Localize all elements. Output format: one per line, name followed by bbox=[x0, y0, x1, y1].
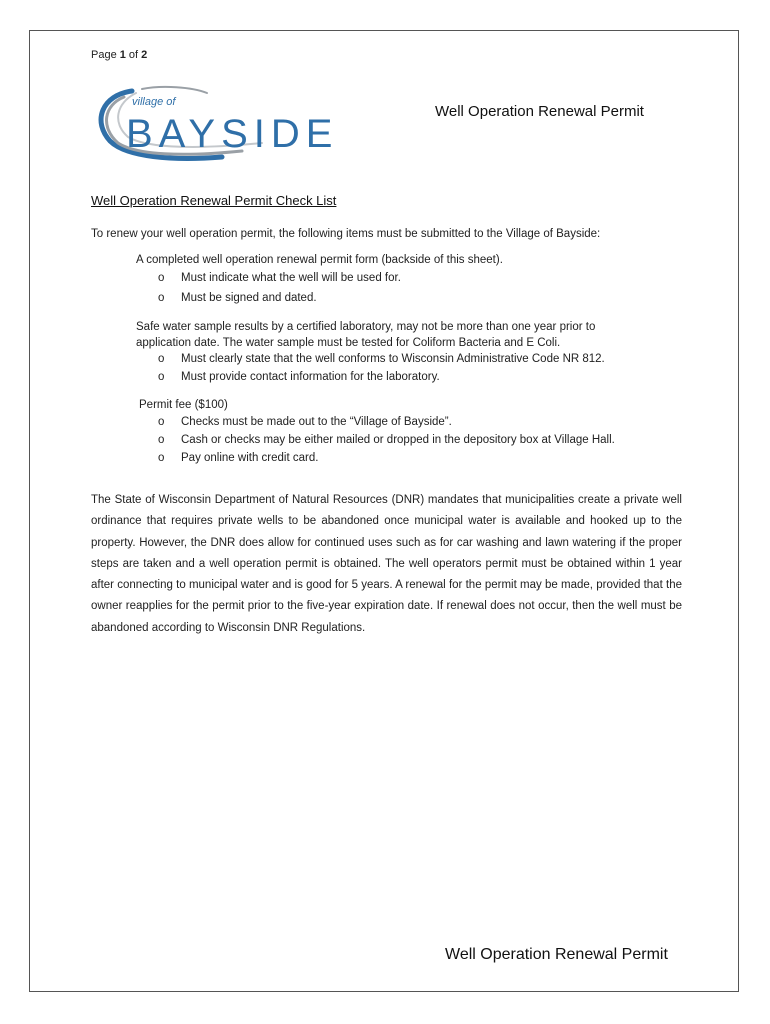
checklist-title: Well Operation Renewal Permit Check List bbox=[91, 193, 337, 208]
footer-title: Well Operation Renewal Permit bbox=[445, 946, 668, 963]
checklist-intro: To renew your well operation permit, the following items must be submitted to the Village of Bayside: bbox=[91, 228, 601, 240]
village-of-bayside-logo bbox=[92, 83, 422, 161]
checklist-item: Permit fee ($100) bbox=[139, 399, 228, 411]
document-page: Page 1 of 2 village of BAYSIDE Well Operation Renewal Permit Well Operation Renewal Permit Check List To renew your well operation permit, the following items must be submitted to the Village of Bayside: A completed well operation renewal permit form (backside of this sheet). o Must indicate what the well will be used for. o Must be signed and dated. Safe water sample results by a certified laboratory, may not be more than one year prior to application date. The water sample must be tested for Coliform Bacteria and E Coli. o Must clearly state that the well conforms to Wisconsin Administrative Code NR 812. o Must provide contact information for the laboratory. Permit fee ($100) o Checks must be made out to the “Village of Bayside”. o Cash or checks may be either mailed or dropped in the depository box at Village Hall. o Pay online with credit card. The State of Wisconsin Department of Natural Resources (DNR) mandates that municipalities create a private well ordinance that requires private wells to be abandoned once municipal water is available and hooked up to the property. However, the DNR does allow for continued uses such as for car washing and lawn watering if the proper steps are taken and a well operation permit is obtained. The well operators permit must be obtained within 1 year after connecting to municipal water and is good for 5 years. A renewal for the permit may be made, provided that the owner reapplies for the permit prior to the five-year expiration date. If renewal does not occur, then the well must be abandoned according to Wisconsin DNR Regulations. Well Operation Renewal Permit bbox=[29, 30, 739, 992]
page-number: Page 1 of 2 bbox=[91, 49, 148, 61]
body-paragraph: The State of Wisconsin Department of Natural Resources (DNR) mandates that municipalities create a private well ordinance that requires private wells to be abandoned once municipal water is available and hooked up to the property. However, the DNR does allow for continued uses such as for car washing and lawn watering if the proper steps are taken and a well operation permit is obtained. The well operators permit must be obtained within 1 year after connecting to municipal water and is good for 5 years. A renewal for the permit may be made, provided that the owner reapplies for the permit prior to the five-year expiration date. If renewal does not occur, then the well must be abandoned according to Wisconsin DNR Regulations. bbox=[91, 494, 682, 634]
header-title: Well Operation Renewal Permit bbox=[435, 103, 644, 120]
checklist-item-line: Safe water sample results by a certified laboratory, may not be more than one year prior to bbox=[136, 321, 596, 333]
svg-text:village of: village of bbox=[132, 96, 176, 108]
checklist-item: A completed well operation renewal permit form (backside of this sheet). bbox=[136, 254, 503, 266]
svg-text:BAYSIDE: BAYSIDE bbox=[126, 112, 339, 156]
checklist-item-line: application date. The water sample must be tested for Coliform Bacteria and E Coli. bbox=[136, 337, 561, 349]
